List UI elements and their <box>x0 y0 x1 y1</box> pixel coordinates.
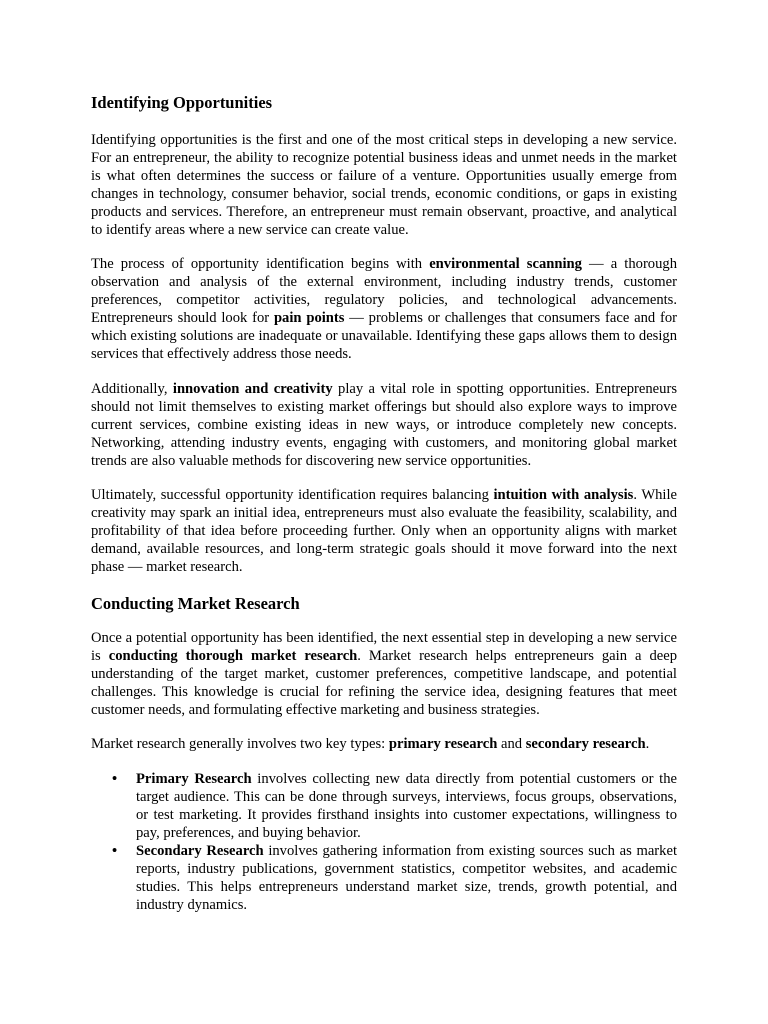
list-item-text: involves gathering information from existing sources such as market reports, industry publications, government statistics, competitor websites, and academic studies. This helps entrepreneurs understand market size, trends, growth potential, and industry dynamics. <box>136 843 677 913</box>
paragraph-intro: Identifying opportunities is the first and one of the most critical steps in developing a new service. For an entrepreneur, the ability to recognize potential business ideas and unmet needs in the market is what often determines the success or failure of a venture. Opportunities usually emerge from changes in technology, consumer behavior, social trends, economic conditions, or gaps in existing products and services. Therefore, an entrepreneur must remain observant, proactive, and analytical to identify areas where a new service can create value. <box>91 132 677 238</box>
paragraph-environmental-scanning <box>91 256 677 363</box>
section-heading-market-research: Conducting Market Research <box>91 593 300 613</box>
text-run: . <box>645 736 650 753</box>
list-item-text: involves collecting new data directly from potential customers or the target audience. This can be done through surveys, interviews, focus groups, observations, or test marketing. It provides firsthand insights into customer expectations, willingness to pay, preferences, and buying behavior. <box>136 771 678 842</box>
text-run: The process of opportunity identification begins with <box>91 256 430 273</box>
list-item-primary-research <box>112 771 678 843</box>
bold-term-intuition-analysis: intuition with analysis <box>493 487 634 504</box>
text-run: . While creativity may spark an initial idea, entrepreneurs must also evaluate the feasibility, scalability, and profitability of that idea before proceeding further. Only when an opportunity aligns with market demand, available resources, and long-term strategic goals should it move forward into the next phase — market research. <box>91 487 677 576</box>
bold-term-innovation-creativity: innovation and creativity <box>172 380 333 397</box>
bullet-icon: • <box>112 771 118 788</box>
bold-term-market-research: conducting thorough market research <box>108 647 358 664</box>
list-item-secondary-research <box>112 843 677 915</box>
paragraph-research-types <box>91 736 677 754</box>
text-run: Additionally, <box>91 380 173 397</box>
text-run: and <box>497 736 526 753</box>
section-heading-identifying-opportunities: Identifying Opportunities <box>91 93 273 112</box>
list-item-title: Primary Research <box>136 771 252 788</box>
text-run: play a vital role in spotting opportunities. Entrepreneurs should not limit themselves to existing market offerings but should also explore ways to improve current services, combine existing ideas in new ways, or introduce completely new concepts. Networking, attending industry events, engaging with customers, and monitoring global market trends are also valuable methods for discovering new service opportunities. <box>91 380 677 469</box>
bold-term-environmental-scanning: environmental scanning <box>429 256 582 273</box>
paragraph-innovation <box>91 381 677 471</box>
text-run: . Market research helps entrepreneurs gain a deep understanding of the target market, customer preferences, competitive landscape, and potential challenges. This knowledge is crucial for refining the service idea, designing features that meet customer needs, and formulating effective marketing and business strategies. <box>91 647 677 718</box>
text-run: Once a potential opportunity has been identified, the next essential step in developing a new service is <box>91 629 677 664</box>
paragraph-ultimately <box>91 487 677 577</box>
text-run: — a thorough observation and analysis of the external environment, including industry trends, customer preferences, competitor activities, regulatory policies, and technological advancements. Entrepreneurs should look for <box>91 256 677 327</box>
bold-term-pain-points: pain points <box>273 310 345 327</box>
bold-term-primary-research: primary research <box>388 736 498 753</box>
research-types-list <box>91 771 677 914</box>
list-item-title: Secondary Research <box>136 843 264 859</box>
text-run: Ultimately, successful opportunity identification requires balancing <box>91 487 494 504</box>
text-run: — problems or challenges that consumers face and for which existing solutions are inadequate or unavailable. Identifying these gaps allows them to design services that effectively address those needs. <box>91 310 677 362</box>
bullet-icon: • <box>112 843 118 859</box>
paragraph-market-research-intro <box>91 630 677 720</box>
text-run: Market research generally involves two key types: <box>91 736 389 753</box>
bold-term-secondary-research: secondary research <box>525 736 646 753</box>
